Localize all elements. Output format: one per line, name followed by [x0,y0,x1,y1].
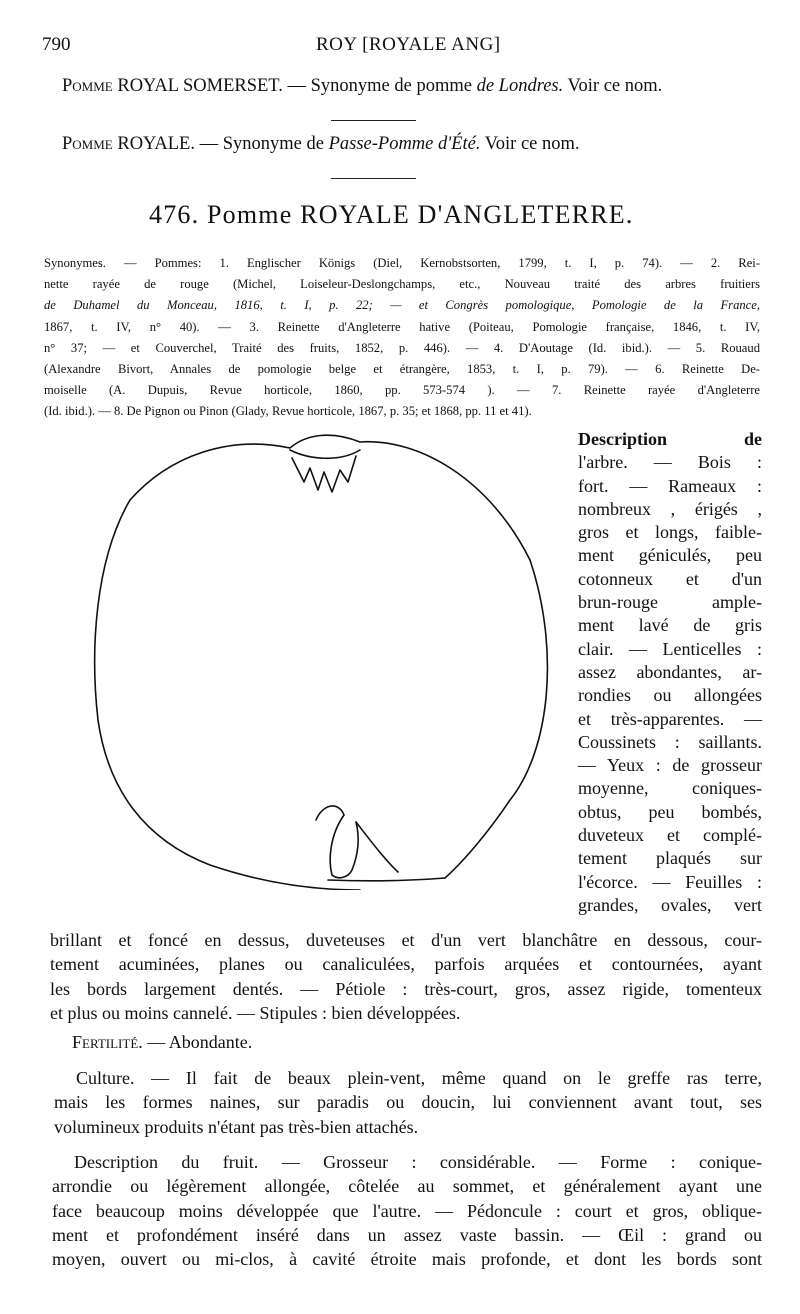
tree-description-line: tement acuminées, planes ou canaliculées, parfois arquées et contournées, ayant [50,954,762,975]
entry-title: 476. Pomme ROYALE D'ANGLETERRE. [149,200,634,229]
tree-description-continued [50,928,762,1025]
culture-line: volumineux produits n'étant pas très-bien attachés. [54,1116,419,1137]
synonyms-line: 1867, t. IV, n° 40). — 3. Reinette d'Angleterre hative (Poiteau, Pomologie française, 1846, t. IV, [44,319,760,334]
culture-paragraph [54,1066,762,1139]
running-head: ROY [ROYALE ANG] [316,34,501,55]
fruit-description-line: moyen, ouvert ou mi-clos, à cavité étroite mais profonde, et dont les bords sont [52,1249,762,1270]
synonyms-block [44,253,760,423]
entry-somerset-italic: de Londres. [476,76,564,96]
divider-rule [331,178,416,179]
tree-description-line: clair. — Lenticelles : [578,638,762,659]
tree-description-line: tement plaqués sur [578,848,762,869]
fruit-description-line: face beaucoup moins développée que l'autre. — Pédoncule : court et gros, oblique- [52,1200,762,1221]
divider-rule [331,120,416,121]
tree-description-line: duveteux et complé- [578,825,762,846]
synonyms-line: moiselle (A. Dupuis, Revue horticole, 1860, pp. 573-574 ). — 7. Reinette rayée d'Angleterre [44,383,760,398]
entry-royale [62,134,580,155]
synonyms-line: n° 37; — et Couverchel, Traité des fruits, 1852, p. 446). — 4. D'Aoutage (Id. ibid.). — 5. Rouaud [44,340,760,355]
tree-description-line: brun-rouge ample- [578,592,762,613]
entry-royale-name: Pomme ROYALE. [62,134,195,154]
culture-line: mais les formes naines, sur paradis ou doucin, lui conviennent avant tout, ses [54,1092,762,1113]
synonyms-line: (Id. ibid.). — 8. De Pignon ou Pinon (Glady, Revue horticole, 1867, p. 35; et 1868, pp. 11 et 41). [44,404,532,419]
tree-description-line: l'écorce. — Feuilles : [578,871,762,892]
fruit-description-line: Description du fruit. — Grosseur : considérable. — Forme : conique- [74,1152,762,1172]
entry-somerset-name: Pomme ROYAL SOMERSET. [62,76,283,96]
tree-description-line: cotonneux et d'un [578,568,762,589]
fruit-description-line: ment et profondément inséré dans un assez vaste bassin. — Œil : grand ou [52,1224,762,1245]
synonyms-line: nette rayée de rouge (Michel, Loiseleur-Deslongchamps, etc., Nouveau traité des arbres fruitiers [44,277,760,292]
fertility-label: Fertilité. [72,1032,143,1052]
tree-description-line: grandes, ovales, vert [578,894,762,915]
page-number: 790 [42,34,71,55]
tree-description-line: Description de [578,429,762,449]
culture-line: Culture. — Il fait de beaux plein-vent, même quand on le greffe ras terre, [76,1068,762,1088]
entry-royale-tail: Voir ce nom. [480,134,580,154]
tree-description-line: ment géniculés, peu [578,545,762,566]
entry-royal-somerset [62,76,662,97]
tree-description-line: brillant et foncé en dessus, duveteuses et d'un vert blanchâtre en dessous, cour- [50,930,762,950]
tree-description-line: les bords largement dentés. — Pétiole : très-court, gros, assez rigide, tomenteux [50,978,762,999]
tree-description-line: fort. — Rameaux : [578,475,762,496]
tree-description-line: moyenne, coniques- [578,778,762,799]
tree-description-line: obtus, peu bombés, [578,801,762,822]
synonyms-line: de Duhamel du Monceau, 1816, t. I, p. 22; — et Congrès pomologique, Pomologie de la France, [44,298,760,313]
entry-somerset-text: — Synonyme de pomme [282,76,477,96]
tree-description-column [578,428,762,917]
tree-description-line: rondies ou allongées [578,685,762,706]
entry-somerset-tail: Voir ce nom. [563,76,663,96]
tree-description-line: gros et longs, faible- [578,522,762,543]
tree-description-line: l'arbre. — Bois : [578,452,762,473]
synonyms-line: Synonymes. — Pommes: 1. Englischer Königs (Diel, Kernobstsorten, 1799, t. I, p. 74). — 2. Rei- [44,256,760,270]
tree-description-line: — Yeux : de grosseur [578,755,762,776]
fertility-text: — Abondante. [142,1032,253,1052]
fruit-description-line: arrondie ou légèrement allongée, côtelée au sommet, et généralement ayant une [52,1176,762,1197]
entry-royale-italic: Passe-Pomme d'Été. [328,134,481,154]
tree-description-line: et plus ou moins cannelé. — Stipules : bien développées. [50,1002,461,1023]
synonyms-line: (Alexandre Bivort, Annales de pomologie belge et étrangère, 1853, t. I, p. 79). — 6. Reinette De- [44,362,760,377]
tree-description-line: assez abondantes, ar- [578,661,762,682]
entry-royale-text: — Synonyme de [194,134,329,154]
tree-description-line: Coussinets : saillants. [578,731,762,752]
tree-description-line: ment lavé de gris [578,615,762,636]
tree-description-line: nombreux , érigés , [578,498,762,519]
tree-description-line: et très-apparentes. — [578,708,762,729]
apple-outline-illustration [60,420,560,890]
fruit-description-paragraph [52,1150,762,1271]
fertility-paragraph [72,1032,252,1053]
